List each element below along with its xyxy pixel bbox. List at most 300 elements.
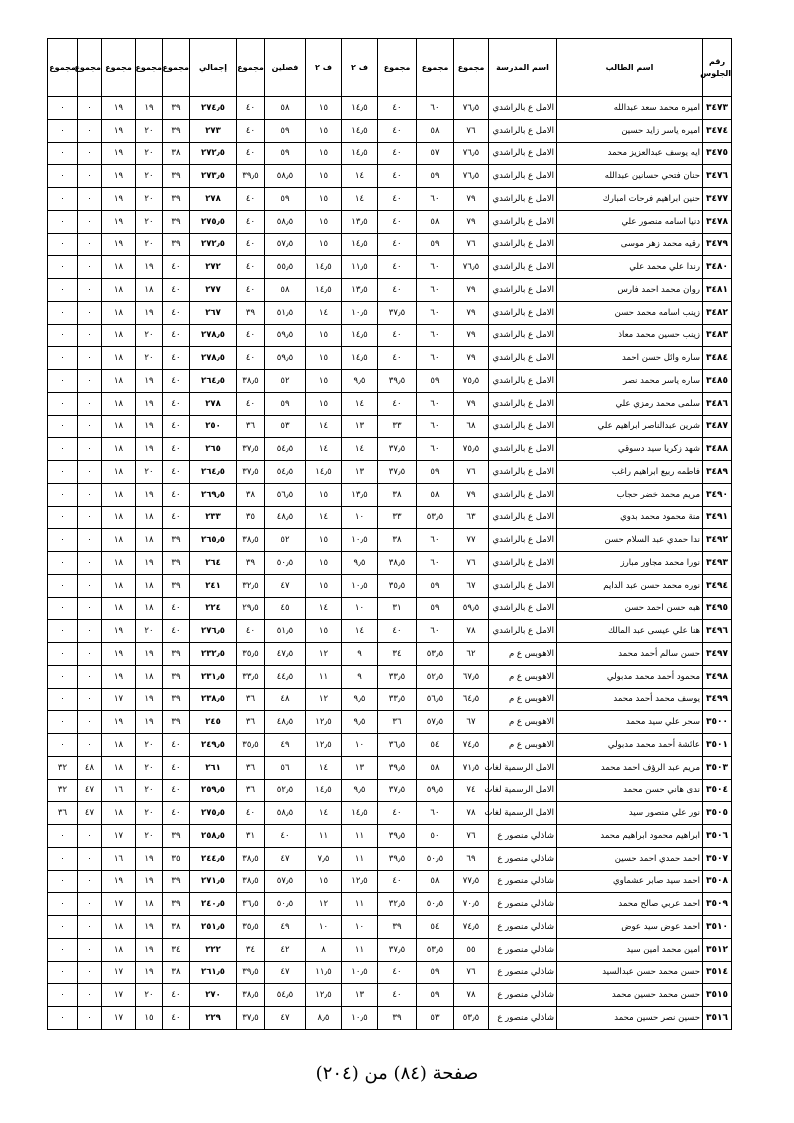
student-name-cell: مريم محمد خضر حجاب	[557, 483, 703, 506]
score-cell: ٠	[78, 324, 102, 347]
score-cell: ٤٠	[378, 279, 417, 302]
score-cell: ٣٩	[163, 552, 190, 575]
score-cell: ١١	[306, 665, 342, 688]
school-name-cell: شاذلي منصور ع	[489, 870, 557, 893]
score-cell: ٥٧٫٥	[417, 711, 454, 734]
score-cell: ٣٢٫٥	[237, 574, 265, 597]
total-cell: ٢٧٥٫٥	[190, 802, 237, 825]
score-cell: ٠	[48, 870, 78, 893]
score-cell: ٣٦	[237, 415, 265, 438]
score-cell: ١٥	[136, 1007, 163, 1030]
score-cell: ٦٧	[454, 711, 489, 734]
score-cell: ١٧	[102, 961, 136, 984]
score-cell: ٥٨	[417, 483, 454, 506]
score-cell: ١٨	[136, 893, 163, 916]
score-cell: ٣٩٫٥	[378, 825, 417, 848]
score-cell: ١١٫٥	[342, 256, 378, 279]
score-cell: ٥٨	[265, 97, 306, 120]
table-row	[48, 142, 732, 165]
score-cell: ٤٧	[265, 961, 306, 984]
score-cell: ١٦	[102, 779, 136, 802]
score-cell: ١٤	[342, 165, 378, 188]
score-cell: ٠	[78, 165, 102, 188]
column-header: رقم الجلوس	[703, 39, 732, 97]
score-cell: ٦٩	[454, 847, 489, 870]
score-cell: ١٢	[306, 688, 342, 711]
score-cell: ٧٨	[454, 620, 489, 643]
score-cell: ٣٤	[237, 938, 265, 961]
table-row	[48, 233, 732, 256]
school-name-cell: الامل ع بالراشدي	[489, 415, 557, 438]
seat-number-cell: ٣٤٧٩	[703, 233, 732, 256]
score-cell: ٥٠٫٥	[265, 893, 306, 916]
student-name-cell: حنين ابراهيم فرحات امبارك	[557, 188, 703, 211]
score-cell: ١٤٫٥	[342, 142, 378, 165]
student-name-cell: ايه يوسف عبدالعزيز محمد	[557, 142, 703, 165]
score-cell: ٤٥	[265, 597, 306, 620]
score-cell: ٤٠	[163, 483, 190, 506]
score-cell: ٣٥٫٥	[237, 734, 265, 757]
score-cell: ١٣	[342, 984, 378, 1007]
score-cell: ٥٠٫٥	[417, 893, 454, 916]
seat-number-cell: ٣٤٨٩	[703, 461, 732, 484]
score-cell: ٣٥٫٥	[378, 574, 417, 597]
score-cell: ٥٠٫٥	[417, 847, 454, 870]
score-cell: ٧٦٫٥	[454, 142, 489, 165]
score-cell: ٣٥	[163, 847, 190, 870]
score-cell: ٥٣٫٥	[417, 506, 454, 529]
seat-number-cell: ٣٤٩٣	[703, 552, 732, 575]
score-cell: ٠	[78, 643, 102, 666]
score-cell: ٣٤	[378, 643, 417, 666]
score-cell: ٦٠	[417, 415, 454, 438]
total-cell: ٢٦٤٫٥	[190, 461, 237, 484]
score-cell: ٠	[78, 483, 102, 506]
score-cell: ١٥	[306, 188, 342, 211]
student-name-cell: شرين عبدالناصر ابراهيم علي	[557, 415, 703, 438]
score-cell: ١٨	[136, 665, 163, 688]
score-cell: ٠	[48, 847, 78, 870]
score-cell: ١٠	[342, 506, 378, 529]
score-cell: ١٩	[102, 620, 136, 643]
score-cell: ١٤	[342, 620, 378, 643]
score-cell: ٠	[48, 165, 78, 188]
school-name-cell: الامل ع بالراشدي	[489, 552, 557, 575]
score-cell: ٤٠	[237, 97, 265, 120]
score-cell: ٥٦	[265, 756, 306, 779]
seat-number-cell: ٣٥١٠	[703, 916, 732, 939]
score-cell: ٠	[78, 392, 102, 415]
score-cell: ٥٩	[265, 142, 306, 165]
seat-number-cell: ٣٤٨٥	[703, 370, 732, 393]
school-name-cell: الامل الرسمية لغات	[489, 802, 557, 825]
table-row	[48, 370, 732, 393]
table-row	[48, 1007, 732, 1030]
score-cell: ١٥	[306, 574, 342, 597]
score-cell: ٩٫٥	[342, 688, 378, 711]
score-cell: ٠	[78, 370, 102, 393]
seat-number-cell: ٣٤٨١	[703, 279, 732, 302]
score-cell: ٧٦	[454, 119, 489, 142]
score-cell: ٤٧	[78, 802, 102, 825]
score-cell: ٤٠	[237, 233, 265, 256]
column-header: مجموع	[378, 39, 417, 97]
score-cell: ٣٩	[163, 119, 190, 142]
score-cell: ٠	[48, 688, 78, 711]
score-cell: ١٤٫٥	[342, 233, 378, 256]
score-cell: ٣٧٫٥	[237, 438, 265, 461]
score-cell: ٠	[78, 529, 102, 552]
score-cell: ٤٠	[378, 256, 417, 279]
score-cell: ٦٨	[454, 415, 489, 438]
student-name-cell: نور علي منصور سيد	[557, 802, 703, 825]
score-cell: ٠	[78, 142, 102, 165]
score-cell: ٠	[48, 825, 78, 848]
table-row	[48, 756, 732, 779]
score-cell: ١٩	[102, 665, 136, 688]
total-cell: ٢٢٩	[190, 1007, 237, 1030]
table-row	[48, 574, 732, 597]
score-cell: ٧٠٫٥	[454, 893, 489, 916]
score-cell: ١١	[342, 825, 378, 848]
score-cell: ١٠٫٥	[342, 1007, 378, 1030]
score-cell: ٠	[48, 347, 78, 370]
score-cell: ٤٠	[237, 620, 265, 643]
score-cell: ١٩	[102, 711, 136, 734]
score-cell: ١٤٫٥	[342, 324, 378, 347]
score-cell: ٥٩	[417, 461, 454, 484]
score-cell: ٥٩	[265, 188, 306, 211]
score-cell: ١٧	[102, 984, 136, 1007]
score-cell: ٣٧٫٥	[378, 461, 417, 484]
student-name-cell: رقيه محمد زهر موسى	[557, 233, 703, 256]
column-header: مجموع	[237, 39, 265, 97]
table-row	[48, 415, 732, 438]
score-cell: ٤٨٫٥	[265, 506, 306, 529]
score-cell: ٩٫٥	[342, 370, 378, 393]
score-cell: ١٤٫٥	[306, 779, 342, 802]
score-cell: ٥٧٫٥	[265, 233, 306, 256]
seat-number-cell: ٣٥٠١	[703, 734, 732, 757]
score-cell: ١٨	[102, 529, 136, 552]
score-cell: ٤٠	[163, 438, 190, 461]
score-cell: ٣٨٫٥	[378, 552, 417, 575]
column-header: مجموع	[48, 39, 78, 97]
score-cell: ٣٩	[163, 665, 190, 688]
score-cell: ٣٦	[237, 711, 265, 734]
score-cell: ٥١٫٥	[265, 620, 306, 643]
table-row	[48, 961, 732, 984]
seat-number-cell: ٣٤٧٥	[703, 142, 732, 165]
total-cell: ٢٦٥٫٥	[190, 529, 237, 552]
score-cell: ٤٨	[265, 688, 306, 711]
score-cell: ٤٢	[265, 938, 306, 961]
score-cell: ٣٨	[378, 529, 417, 552]
column-header: ف ٢	[306, 39, 342, 97]
score-cell: ٠	[48, 279, 78, 302]
score-cell: ٥٦٫٥	[265, 483, 306, 506]
score-cell: ١٤	[306, 415, 342, 438]
score-cell: ٧٦	[454, 233, 489, 256]
score-cell: ٣٨	[163, 916, 190, 939]
score-cell: ٤٠	[163, 802, 190, 825]
score-cell: ٥٤٫٥	[265, 438, 306, 461]
score-cell: ٣٩	[378, 1007, 417, 1030]
score-cell: ٤٠	[378, 870, 417, 893]
score-cell: ٣٦	[378, 711, 417, 734]
score-cell: ١٩	[136, 256, 163, 279]
score-cell: ٠	[78, 870, 102, 893]
score-cell: ٣٣	[378, 506, 417, 529]
score-cell: ٧٨	[454, 984, 489, 1007]
score-cell: ٣١	[237, 825, 265, 848]
seat-number-cell: ٣٤٧٤	[703, 119, 732, 142]
score-cell: ٠	[48, 893, 78, 916]
score-cell: ١٨	[102, 756, 136, 779]
score-cell: ٤٠	[378, 347, 417, 370]
seat-number-cell: ٣٥٠٨	[703, 870, 732, 893]
score-cell: ٤٧	[78, 779, 102, 802]
score-cell: ١٨	[102, 506, 136, 529]
score-cell: ١١٫٥	[306, 961, 342, 984]
score-cell: ٤٠	[163, 756, 190, 779]
score-cell: ٤٠	[378, 97, 417, 120]
score-cell: ٠	[48, 711, 78, 734]
score-cell: ١٠	[342, 734, 378, 757]
total-cell: ٢٧٢٫٥	[190, 142, 237, 165]
score-cell: ٣٩	[237, 552, 265, 575]
table-row	[48, 802, 732, 825]
score-cell: ٠	[48, 142, 78, 165]
score-cell: ٧٩	[454, 483, 489, 506]
score-cell: ٦٠	[417, 802, 454, 825]
score-cell: ٤٤٫٥	[265, 665, 306, 688]
score-cell: ١٨	[102, 483, 136, 506]
score-cell: ٠	[78, 97, 102, 120]
score-cell: ٤٠	[237, 188, 265, 211]
score-cell: ٤٠	[378, 119, 417, 142]
score-cell: ١٤٫٥	[342, 97, 378, 120]
total-cell: ٢٦٩٫٥	[190, 483, 237, 506]
score-cell: ١٩	[136, 938, 163, 961]
score-cell: ٥٨٫٥	[265, 210, 306, 233]
score-cell: ٩٫٥	[342, 711, 378, 734]
student-name-cell: ابراهيم محمود ابراهيم محمد	[557, 825, 703, 848]
score-cell: ٣٩	[163, 643, 190, 666]
score-cell: ١٥	[306, 370, 342, 393]
student-name-cell: حسن محمد حسين محمد	[557, 984, 703, 1007]
score-cell: ١٧	[102, 688, 136, 711]
score-cell: ٥٣٫٥	[454, 1007, 489, 1030]
score-cell: ٧٥٫٥	[454, 370, 489, 393]
score-cell: ١٩	[102, 97, 136, 120]
score-cell: ٣٩٫٥	[237, 165, 265, 188]
score-cell: ٣٦	[237, 779, 265, 802]
total-cell: ٢٤١	[190, 574, 237, 597]
score-cell: ٥٤٫٥	[265, 984, 306, 1007]
score-cell: ٥٢	[265, 529, 306, 552]
school-name-cell: الامل ع بالراشدي	[489, 188, 557, 211]
column-header: مجموع	[417, 39, 454, 97]
score-cell: ٥٨٫٥	[265, 165, 306, 188]
table-row	[48, 552, 732, 575]
school-name-cell: الامل ع بالراشدي	[489, 483, 557, 506]
student-name-cell: حسن محمد حسن عبدالسيد	[557, 961, 703, 984]
score-cell: ٤٠	[237, 210, 265, 233]
score-cell: ٣٨٫٥	[237, 370, 265, 393]
student-name-cell: هبه حسن احمد حسن	[557, 597, 703, 620]
student-name-cell: زينب اسامه محمد حسن	[557, 301, 703, 324]
score-cell: ٨	[306, 938, 342, 961]
score-cell: ٠	[78, 506, 102, 529]
table-row	[48, 779, 732, 802]
score-cell: ١٣٫٥	[342, 279, 378, 302]
school-name-cell: الامل ع بالراشدي	[489, 529, 557, 552]
score-cell: ٣٩	[163, 711, 190, 734]
score-cell: ٧٨	[454, 802, 489, 825]
table-row	[48, 734, 732, 757]
score-cell: ٠	[78, 438, 102, 461]
score-cell: ٥٤٫٥	[265, 461, 306, 484]
score-cell: ١٤	[306, 506, 342, 529]
school-name-cell: الامل ع بالراشدي	[489, 438, 557, 461]
score-cell: ١٢	[306, 643, 342, 666]
total-cell: ٢٥٠	[190, 415, 237, 438]
student-name-cell: احمد سيد صابر عشماوي	[557, 870, 703, 893]
score-cell: ٣٦	[237, 688, 265, 711]
score-cell: ٩٫٥	[342, 779, 378, 802]
seat-number-cell: ٣٥٠٠	[703, 711, 732, 734]
score-cell: ٠	[48, 984, 78, 1007]
score-cell: ٧٦٫٥	[454, 256, 489, 279]
score-cell: ٥٤	[417, 916, 454, 939]
table-row	[48, 165, 732, 188]
score-cell: ٥٩٫٥	[265, 347, 306, 370]
score-cell: ٣٨	[237, 483, 265, 506]
total-cell: ٢٦١	[190, 756, 237, 779]
table-row	[48, 870, 732, 893]
score-cell: ١٨	[102, 574, 136, 597]
student-name-cell: حنان فتحي حسانين عبدالله	[557, 165, 703, 188]
school-name-cell: الامل ع بالراشدي	[489, 574, 557, 597]
score-cell: ٥٩٫٥	[454, 597, 489, 620]
score-cell: ٤٩	[265, 734, 306, 757]
score-cell: ٥٩	[265, 119, 306, 142]
table-row	[48, 665, 732, 688]
total-cell: ٢٧٨	[190, 188, 237, 211]
score-cell: ٧٦٫٥	[454, 165, 489, 188]
score-cell: ١٩	[102, 165, 136, 188]
score-cell: ٠	[78, 552, 102, 575]
score-cell: ١٨	[102, 916, 136, 939]
school-name-cell: شاذلي منصور ع	[489, 938, 557, 961]
school-name-cell: الامل ع بالراشدي	[489, 210, 557, 233]
table-row	[48, 324, 732, 347]
score-cell: ٢٠	[136, 734, 163, 757]
seat-number-cell: ٣٥٠٦	[703, 825, 732, 848]
score-cell: ٠	[48, 210, 78, 233]
score-cell: ٥٨	[265, 279, 306, 302]
score-cell: ٣١	[378, 597, 417, 620]
school-name-cell: الامل ع بالراشدي	[489, 119, 557, 142]
score-cell: ١٩	[136, 870, 163, 893]
score-cell: ١٥	[306, 620, 342, 643]
score-cell: ٩٫٥	[342, 552, 378, 575]
table-row	[48, 529, 732, 552]
score-cell: ٤٠	[237, 802, 265, 825]
score-cell: ٧٧	[454, 529, 489, 552]
score-cell: ٥٨	[417, 756, 454, 779]
score-cell: ١٢٫٥	[306, 984, 342, 1007]
score-cell: ٧٦	[454, 825, 489, 848]
student-name-cell: روان محمد احمد فارس	[557, 279, 703, 302]
score-cell: ٢٠	[136, 165, 163, 188]
score-cell: ٣٢	[48, 756, 78, 779]
score-cell: ١٨	[102, 301, 136, 324]
score-cell: ٢٠	[136, 233, 163, 256]
score-cell: ٦٤٫٥	[454, 688, 489, 711]
table-row	[48, 347, 732, 370]
score-cell: ٢٠	[136, 188, 163, 211]
student-name-cell: شهد زكريا سيد دسوقي	[557, 438, 703, 461]
score-cell: ٣٨	[163, 961, 190, 984]
score-cell: ٠	[48, 119, 78, 142]
score-cell: ٠	[48, 370, 78, 393]
score-cell: ٥٣	[265, 415, 306, 438]
score-cell: ٠	[48, 529, 78, 552]
score-cell: ١٨	[102, 279, 136, 302]
score-cell: ٣٨	[378, 483, 417, 506]
table-body	[48, 97, 732, 1030]
table-row	[48, 597, 732, 620]
score-cell: ٤٠	[163, 620, 190, 643]
school-name-cell: الامل ع بالراشدي	[489, 233, 557, 256]
student-name-cell: فاطمه ربيع ابراهيم راغب	[557, 461, 703, 484]
score-cell: ١٢	[306, 893, 342, 916]
score-cell: ١٩	[136, 643, 163, 666]
total-cell: ٢٧٥٫٥	[190, 210, 237, 233]
score-cell: ٥٧٫٥	[265, 870, 306, 893]
table-row	[48, 938, 732, 961]
score-cell: ١٤	[342, 438, 378, 461]
score-cell: ١٩	[102, 643, 136, 666]
score-cell: ٥٠٫٥	[265, 552, 306, 575]
score-cell: ٤٠	[237, 392, 265, 415]
school-name-cell: الامل ع بالراشدي	[489, 279, 557, 302]
score-cell: ١٥	[306, 210, 342, 233]
score-cell: ٦٠	[417, 392, 454, 415]
score-cell: ٥٩	[417, 165, 454, 188]
student-name-cell: يوسف محمد أحمد محمد	[557, 688, 703, 711]
score-cell: ٣٧٫٥	[378, 779, 417, 802]
score-cell: ٤٠	[378, 802, 417, 825]
student-name-cell: سلمى محمد رمزي علي	[557, 392, 703, 415]
score-cell: ٤٨	[78, 756, 102, 779]
table-row	[48, 984, 732, 1007]
score-cell: ٥٢	[265, 370, 306, 393]
score-cell: ٤٠	[378, 165, 417, 188]
total-cell: ٢٦٤٫٥	[190, 370, 237, 393]
total-cell: ٢٣٢٫٥	[190, 643, 237, 666]
score-cell: ٠	[48, 415, 78, 438]
score-cell: ٧٩	[454, 210, 489, 233]
score-cell: ٧٦	[454, 961, 489, 984]
score-cell: ١٥	[306, 529, 342, 552]
score-cell: ٦٠	[417, 256, 454, 279]
school-name-cell: شاذلي منصور ع	[489, 984, 557, 1007]
score-cell: ٤٠	[237, 142, 265, 165]
student-name-cell: اميره ياسر زايد حسين	[557, 119, 703, 142]
